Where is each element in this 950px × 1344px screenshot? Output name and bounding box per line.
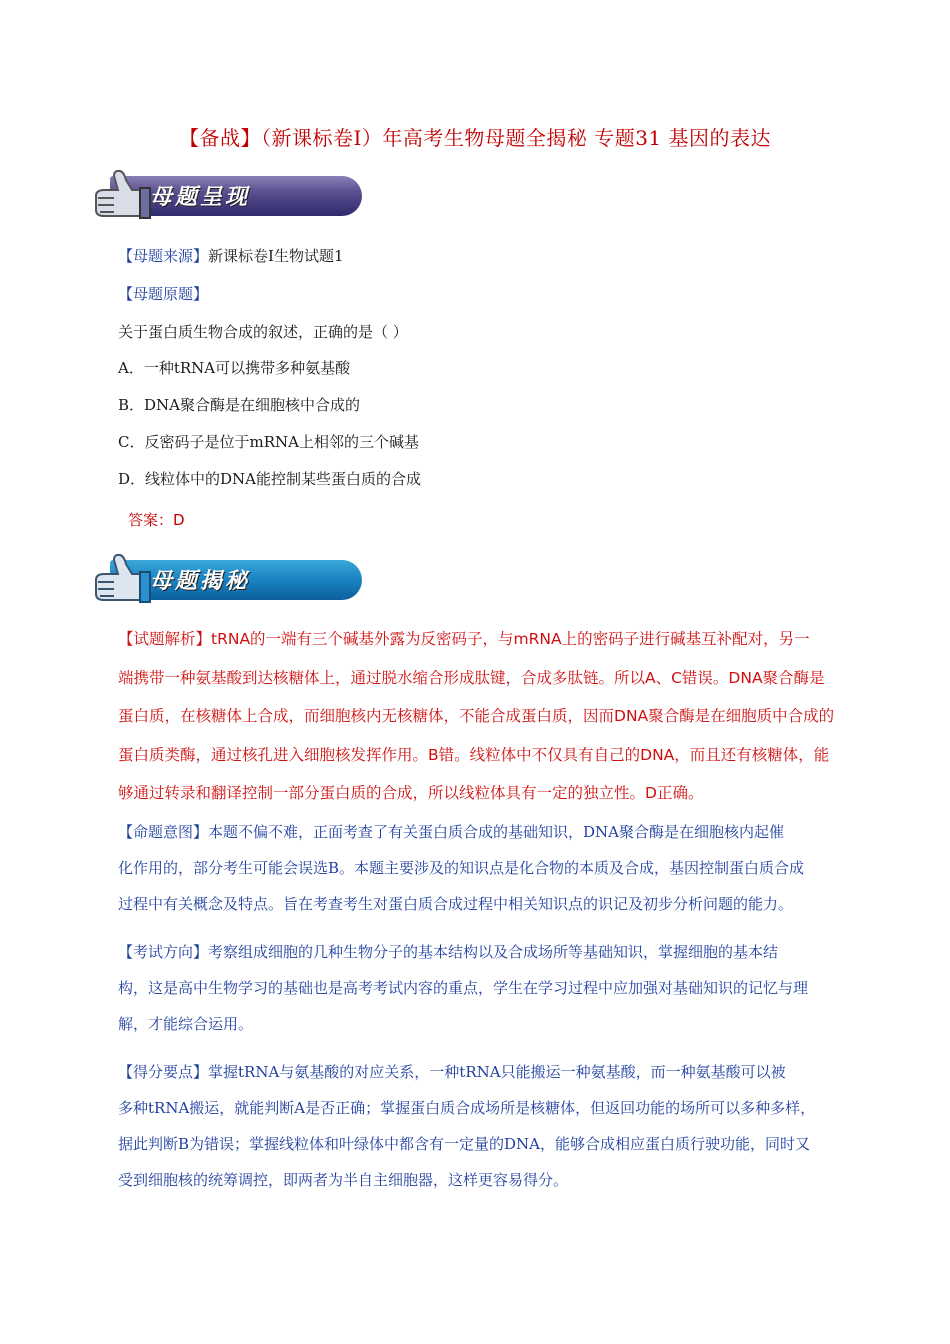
source-line xyxy=(118,246,344,266)
intent-tag: 【命题意图】 xyxy=(118,823,209,841)
question-text: 关于蛋白质生物合成的叙述，正确的是（ ） xyxy=(118,323,408,341)
direction-paragraph xyxy=(118,934,878,1042)
page-title: 【备战】（新课标卷Ⅰ）年高考生物母题全揭秘 专题31 基因的表达 xyxy=(178,126,772,150)
direction-line: 解，才能综合运用。 xyxy=(118,1015,254,1033)
option-c: C．反密码子是位于mRNA上相邻的三个碱基 xyxy=(118,433,419,451)
source-tag: 【母题来源】 xyxy=(118,247,209,265)
option-b: B．DNA聚合酶是在细胞核中合成的 xyxy=(118,396,361,414)
banner-label: 母题呈现 xyxy=(150,185,251,210)
section-banner-presentation xyxy=(88,166,368,224)
direction-line: 构，这是高中生物学习的基础也是高考考试内容的重点，学生在学习过程中应加强对基础知识的记忆与理 xyxy=(118,979,809,997)
option-a: A．一种tRNA可以携带多种氨基酸 xyxy=(118,359,351,377)
banner-label: 母题揭秘 xyxy=(150,569,251,594)
direction-tag: 【考试方向】 xyxy=(118,943,209,961)
answer-text: 答案：D xyxy=(128,511,185,529)
intent-line: 过程中有关概念及特点。旨在考查考生对蛋白质合成过程中相关知识点的识记及初步分析问题的能力。 xyxy=(118,895,794,913)
analysis-line: 蛋白质类酶，通过核孔进入细胞核发挥作用。B错。线粒体中不仅具有自己的DNA，而且还有核糖体，能 xyxy=(118,745,830,764)
analysis-tag: 【试题解析】 xyxy=(118,630,212,648)
points-line: 据此判断B为错误；掌握线粒体和叶绿体中都含有一定量的DNA，能够合成相应蛋白质行驶功能，同时又 xyxy=(118,1135,811,1153)
direction-line: 【考试方向】考察组成细胞的几种生物分子的基本结构以及合成场所等基础知识，掌握细胞的基本结 xyxy=(118,943,779,961)
points-tag: 【得分要点】 xyxy=(118,1063,209,1081)
points-line: 受到细胞核的统筹调控，即两者为半自主细胞器，这样更容易得分。 xyxy=(118,1171,569,1189)
points-paragraph xyxy=(118,1054,878,1198)
analysis-line: 蛋白质，在核糖体上合成，而细胞核内无核糖体，不能合成蛋白质，因而DNA聚合酶是在细胞质中合成的 xyxy=(118,707,835,726)
analysis-line: 够通过转录和翻译控制一部分蛋白质的合成，所以线粒体具有一定的独立性。D正确。 xyxy=(118,784,704,803)
points-line: 多种tRNA搬运，就能判断A是否正确；掌握蛋白质合成场所是核糖体，但返回功能的场所可以多种多样， xyxy=(118,1099,816,1117)
analysis-line: 端携带一种氨基酸到达核糖体上，通过脱水缩合形成肽键，合成多肽链。所以A、C错误。DNA聚合酶是 xyxy=(118,668,825,687)
original-tag: 【母题原题】 xyxy=(118,285,209,303)
intent-line: 【命题意图】本题不偏不难，正面考查了有关蛋白质合成的基础知识，DNA聚合酶是在细胞核内起催 xyxy=(118,823,785,841)
analysis-paragraph xyxy=(118,620,878,813)
intent-line: 化作用的，部分考生可能会误选B。本题主要涉及的知识点是化合物的本质及合成，基因控制蛋白质合成 xyxy=(118,859,805,877)
thumbs-up-icon xyxy=(88,550,158,608)
source-text: 新课标卷Ⅰ生物试题1 xyxy=(208,247,344,265)
analysis-line: 【试题解析】tRNA的一端有三个碱基外露为反密码子，与mRNA上的密码子进行碱基互补配对，另一 xyxy=(118,630,810,648)
option-d: D．线粒体中的DNA能控制某些蛋白质的合成 xyxy=(118,470,422,488)
section-banner-analysis xyxy=(88,550,368,608)
intent-paragraph xyxy=(118,814,878,922)
points-line: 【得分要点】掌握tRNA与氨基酸的对应关系，一种tRNA只能搬运一种氨基酸，而一种氨基酸可以被 xyxy=(118,1063,786,1081)
thumbs-up-icon xyxy=(88,166,158,224)
